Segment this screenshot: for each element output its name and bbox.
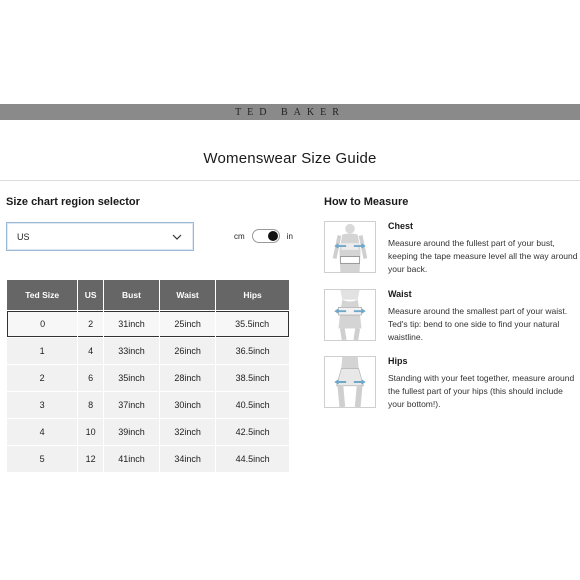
region-select-dropdown[interactable] (6, 222, 194, 251)
page-title: Womenswear Size Guide (203, 150, 377, 167)
region-selector-heading: Size chart region selector (6, 196, 140, 208)
cell-bust: 31inch (104, 311, 159, 337)
cell-ted-size: 2 (7, 365, 77, 391)
measure-desc-waist: Measure around the smallest part of your waist. Ted's tip: bend to one side to find your natural waistline. (388, 306, 568, 342)
unit-toggle (234, 229, 293, 243)
cell-hips: 35.5inch (216, 311, 289, 337)
cell-bust: 41inch (104, 446, 159, 472)
measure-title-hips: Hips (388, 356, 408, 366)
chest-measure-illustration-icon (324, 221, 376, 273)
measure-item-chest (324, 221, 580, 275)
cell-us: 6 (78, 365, 103, 391)
cell-ted-size: 3 (7, 392, 77, 418)
brand-logo[interactable]: TED BAKER (235, 106, 345, 118)
cell-waist: 26inch (160, 338, 215, 364)
header-waist: Waist (160, 280, 215, 310)
cell-waist: 34inch (160, 446, 215, 472)
cell-ted-size: 4 (7, 419, 77, 445)
cell-bust: 39inch (104, 419, 159, 445)
unit-label-cm[interactable]: cm (234, 231, 245, 241)
cell-hips: 44.5inch (216, 446, 289, 472)
unit-label-in[interactable]: in (286, 231, 293, 241)
header-hips: Hips (216, 280, 289, 310)
cell-us: 8 (78, 392, 103, 418)
measure-title-chest: Chest (388, 221, 414, 231)
table-row[interactable] (7, 392, 289, 418)
unit-switch[interactable] (252, 229, 280, 243)
hips-measure-illustration-icon (324, 356, 376, 408)
cell-ted-size: 0 (7, 311, 77, 337)
cell-us: 4 (78, 338, 103, 364)
header-ted-size: Ted Size (7, 280, 77, 310)
measure-title-waist: Waist (388, 289, 412, 299)
waist-measure-illustration-icon (324, 289, 376, 341)
cell-ted-size: 1 (7, 338, 77, 364)
table-row[interactable] (7, 311, 289, 337)
table-row[interactable] (7, 338, 289, 364)
cell-hips: 42.5inch (216, 419, 289, 445)
cell-waist: 32inch (160, 419, 215, 445)
chevron-down-icon (171, 231, 183, 243)
header-bust: Bust (104, 280, 159, 310)
measure-item-waist (324, 289, 580, 343)
cell-bust: 35inch (104, 365, 159, 391)
cell-waist: 25inch (160, 311, 215, 337)
measure-desc-hips: Standing with your feet together, measure around the fullest part of your hips (this should include your bottom!). (388, 373, 575, 409)
cell-bust: 37inch (104, 392, 159, 418)
region-select-value: US (17, 231, 30, 242)
table-header-row (7, 280, 289, 310)
how-to-measure-heading: How to Measure (324, 196, 409, 208)
cell-hips: 36.5inch (216, 338, 289, 364)
unit-switch-knob (268, 231, 278, 241)
measure-desc-chest: Measure around the fullest part of your bust, keeping the tape measure level all the way around your back. (388, 238, 578, 274)
cell-us: 2 (78, 311, 103, 337)
cell-us: 12 (78, 446, 103, 472)
cell-hips: 40.5inch (216, 392, 289, 418)
header-us: US (78, 280, 103, 310)
table-row[interactable] (7, 446, 289, 472)
cell-waist: 28inch (160, 365, 215, 391)
cell-us: 10 (78, 419, 103, 445)
cell-hips: 38.5inch (216, 365, 289, 391)
table-row[interactable] (7, 365, 289, 391)
brand-bar (0, 104, 580, 120)
cell-ted-size: 5 (7, 446, 77, 472)
cell-waist: 30inch (160, 392, 215, 418)
size-chart-table (6, 279, 290, 473)
table-row[interactable] (7, 419, 289, 445)
title-divider (0, 180, 580, 181)
cell-bust: 33inch (104, 338, 159, 364)
measure-item-hips (324, 356, 580, 410)
